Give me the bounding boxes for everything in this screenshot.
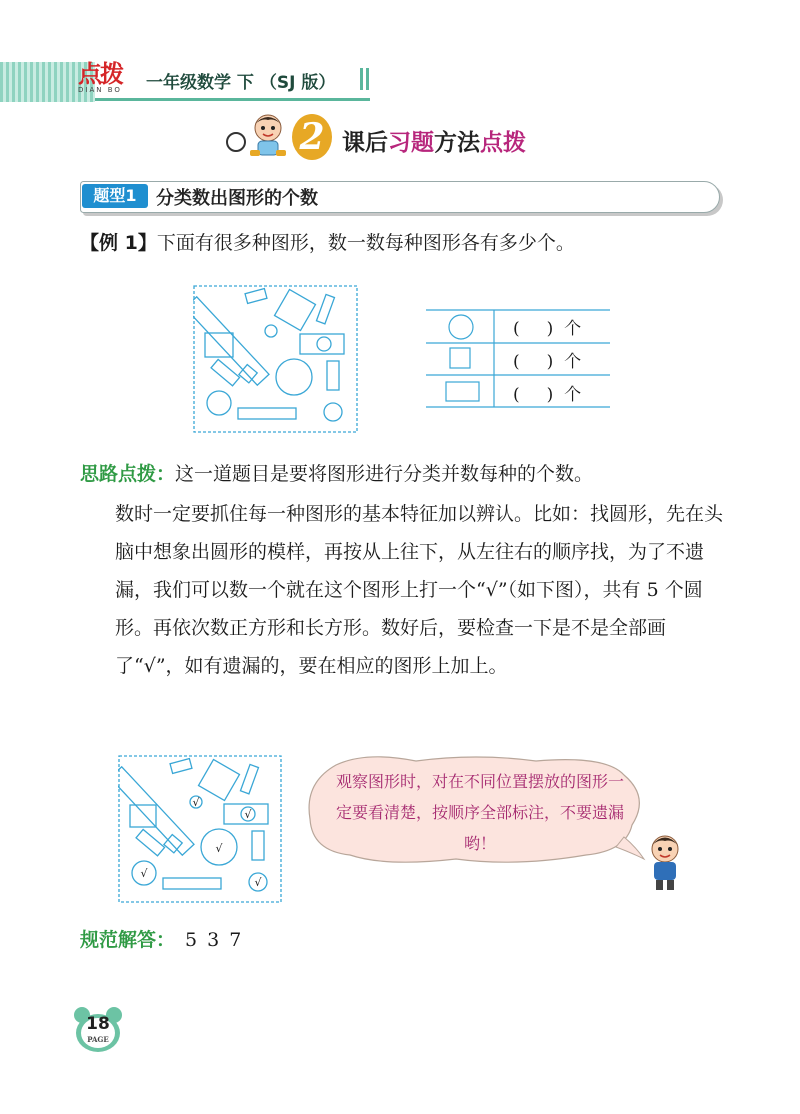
check-mark: √	[192, 796, 200, 809]
small-square	[239, 365, 257, 383]
large-circle	[276, 359, 312, 395]
small-rectangle	[245, 289, 267, 304]
publisher-logo	[78, 60, 140, 98]
analysis-body: 数时一定要抓住每一种图形的基本特征加以辨认。比如：找圆形，先在头脑中想象出圆形的模样，再按从上往下，从左往右的顺序找，为了不遗漏，我们可以数一个就在这个图形上打一个“√”（如下图），共有 5 个圆形。再依次数正方形和长方形。数好后，要检查一下是不是全部画了“√”，如有遗漏的，要在相应的图形上加上。	[115, 503, 724, 677]
slanted-rectangle	[211, 359, 240, 385]
logo-subtext: DIAN BO	[78, 86, 122, 94]
check-mark: √	[254, 876, 262, 889]
answer-value: 3	[207, 929, 220, 951]
header-bars	[360, 68, 372, 90]
cartoon-kid-icon	[643, 832, 687, 892]
section-title	[342, 124, 526, 157]
upright-rectangle	[327, 361, 339, 390]
example-text: 下面有很多种图形，数一数每种图形各有多少个。	[156, 232, 575, 254]
section-number: 2	[292, 114, 332, 160]
analysis-lead	[80, 455, 593, 493]
section-title-highlight: 习题	[388, 130, 434, 156]
shapes-figure	[193, 285, 358, 433]
check-mark: √	[244, 808, 252, 821]
rectangle-icon	[446, 382, 479, 401]
square-icon	[450, 348, 470, 368]
section-title-part: 方法	[434, 130, 480, 156]
standard-answer	[80, 925, 241, 952]
circle-bottom-right	[324, 403, 342, 421]
analysis-lead-text: 这一道题目是要将图形进行分类并数每种的个数。	[175, 463, 594, 485]
section-title-part: 课后	[342, 130, 388, 156]
bubble-text: 观察图形时，对在不同位置摆放的图形一定要看清楚，按顺序全部标注，不要遗漏哟！	[335, 772, 624, 853]
answer-value: 7	[229, 929, 242, 951]
table-row-2	[513, 347, 581, 372]
example-question	[80, 228, 575, 255]
checked-shapes-figure	[118, 755, 282, 903]
circle-icon	[449, 315, 473, 339]
answer-label: 规范解答：	[80, 929, 176, 951]
table-row-3	[513, 380, 581, 405]
page-word: PAGE	[87, 1035, 109, 1044]
answer-blank: ( )	[513, 385, 554, 405]
check-mark: √	[215, 842, 223, 855]
table-row-1	[513, 314, 581, 339]
thin-rectangle	[316, 294, 334, 323]
soccer-ball-icon	[226, 132, 246, 152]
book-title: 一年级数学 下 （SJ 版）	[146, 73, 336, 93]
answer-blank: ( )	[513, 319, 554, 339]
check-mark: √	[140, 867, 148, 880]
page-number: 18	[86, 1014, 110, 1034]
topic-badge: 题型1	[82, 184, 148, 208]
tilted-square	[275, 290, 316, 331]
inner-circle	[317, 337, 331, 351]
analysis-label: 思路点拨：	[80, 463, 176, 485]
unit-label: 个	[564, 319, 582, 339]
circle-bottom-left	[207, 391, 231, 415]
section-title-highlight: 点拨	[480, 130, 526, 156]
answer-blank: ( )	[513, 352, 554, 372]
unit-label: 个	[564, 385, 582, 405]
logo-text: 点拨	[78, 59, 122, 88]
cartoon-boy-icon	[244, 112, 292, 160]
flat-rectangle	[238, 408, 296, 419]
answer-value: 5	[185, 929, 198, 951]
unit-label: 个	[564, 352, 582, 372]
topic-title: 分类数出图形的个数	[156, 188, 318, 209]
example-tag: 【例 1】	[80, 232, 157, 254]
small-circle	[265, 325, 277, 337]
header-rule	[95, 98, 370, 101]
